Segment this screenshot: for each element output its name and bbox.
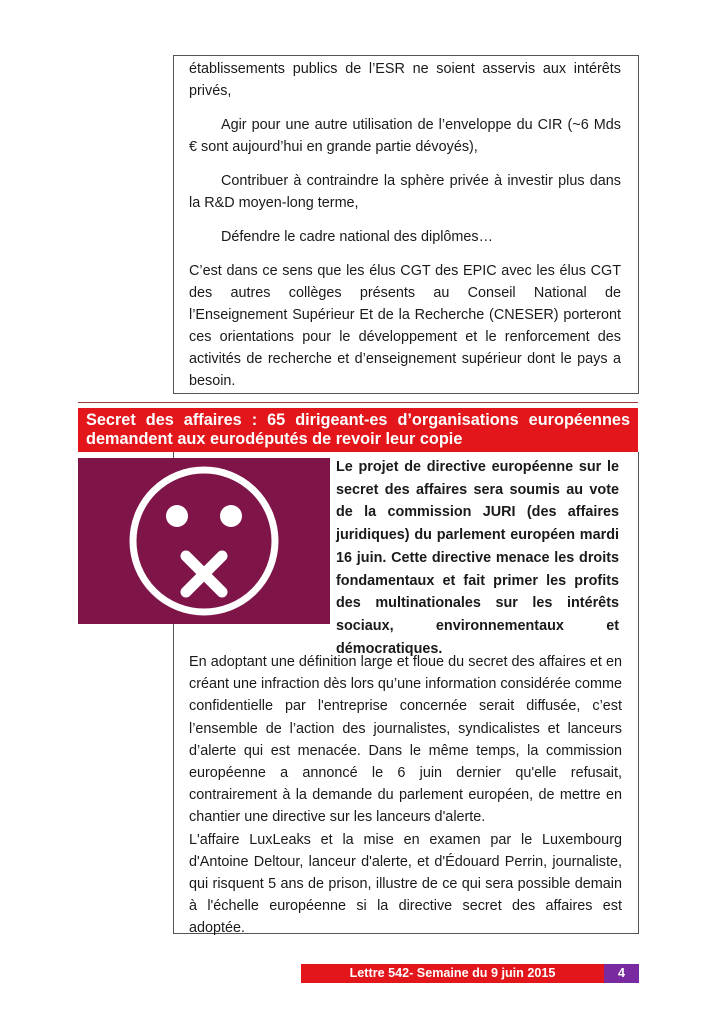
article-body-paragraph-2: L'affaire LuxLeaks et la mise en examen par le Luxembourg d'Antoine Deltour, lanceur d'alerte, et d'Édouard Perrin, journaliste, qui risquent 5 ans de prison, illustre de ce qui sera possible demain à l'échelle européenne si la directive secret des affaires est adoptée. bbox=[189, 831, 622, 937]
paragraph-1: établissements publics de l’ESR ne soient asservis aux intérêts privés, bbox=[189, 61, 621, 99]
article-title-banner bbox=[78, 408, 638, 452]
footer-title: Lettre 542- Semaine du 9 juin 2015 bbox=[301, 964, 604, 983]
article-lead: Le projet de directive européenne sur le secret des affaires sera soumis au vote de la commission JURI (des affaires juridiques) du parlement européen mardi 16 juin. Cette directive menace les droits fondamentaux et fait primer les profits des multinationales sur les intérêts sociaux, environnementaux et démocratiques. bbox=[336, 459, 619, 657]
paragraph-4: Défendre le cadre national des diplômes… bbox=[221, 229, 493, 245]
article-body-paragraph-1: En adoptant une définition large et floue du secret des affaires et en créant une infraction dès lors qu’une information considérée comme confidentielle par l'entreprise concernée serait diffusée, c’est l’ensemble de l’action des journalistes, syndicalistes et lanceurs d’alerte qui est menacée. Dans le même temps, la commission européenne a annoncé le 6 juin dernier qu'elle refusait, contrairement à la demande du parlement européen, de mettre en chantier une directive sur les lanceurs d'alerte. bbox=[189, 654, 622, 826]
article-title-line-2: demandent aux eurodéputés de revoir leur copie bbox=[86, 430, 463, 448]
paragraph-3: Contribuer à contraindre la sphère privée à investir plus dans la R&D moyen-long terme, bbox=[189, 173, 621, 211]
article-body bbox=[189, 651, 622, 940]
silenced-face-icon bbox=[78, 458, 330, 624]
article-illustration bbox=[78, 458, 330, 624]
section-divider bbox=[78, 402, 638, 403]
page-number: 4 bbox=[604, 964, 639, 983]
paragraph-2: Agir pour une autre utilisation de l’enveloppe du CIR (~6 Mds € sont aujourd’hui en grande partie dévoyés), bbox=[189, 117, 621, 155]
top-text-box bbox=[173, 55, 639, 394]
article-title-line-1: Secret des affaires : 65 dirigeant-es d’organisations européennes bbox=[86, 411, 630, 429]
page-footer bbox=[301, 964, 639, 983]
paragraph-5: C’est dans ce sens que les élus CGT des EPIC avec les élus CGT des autres collèges présents au Conseil National de l’Enseignement Supérieur Et de la Recherche (CNESER) porteront ces orientations pour le développement et le renforcement des activités de recherche et d’enseignement supérieur dont le pays a besoin. bbox=[189, 263, 621, 389]
